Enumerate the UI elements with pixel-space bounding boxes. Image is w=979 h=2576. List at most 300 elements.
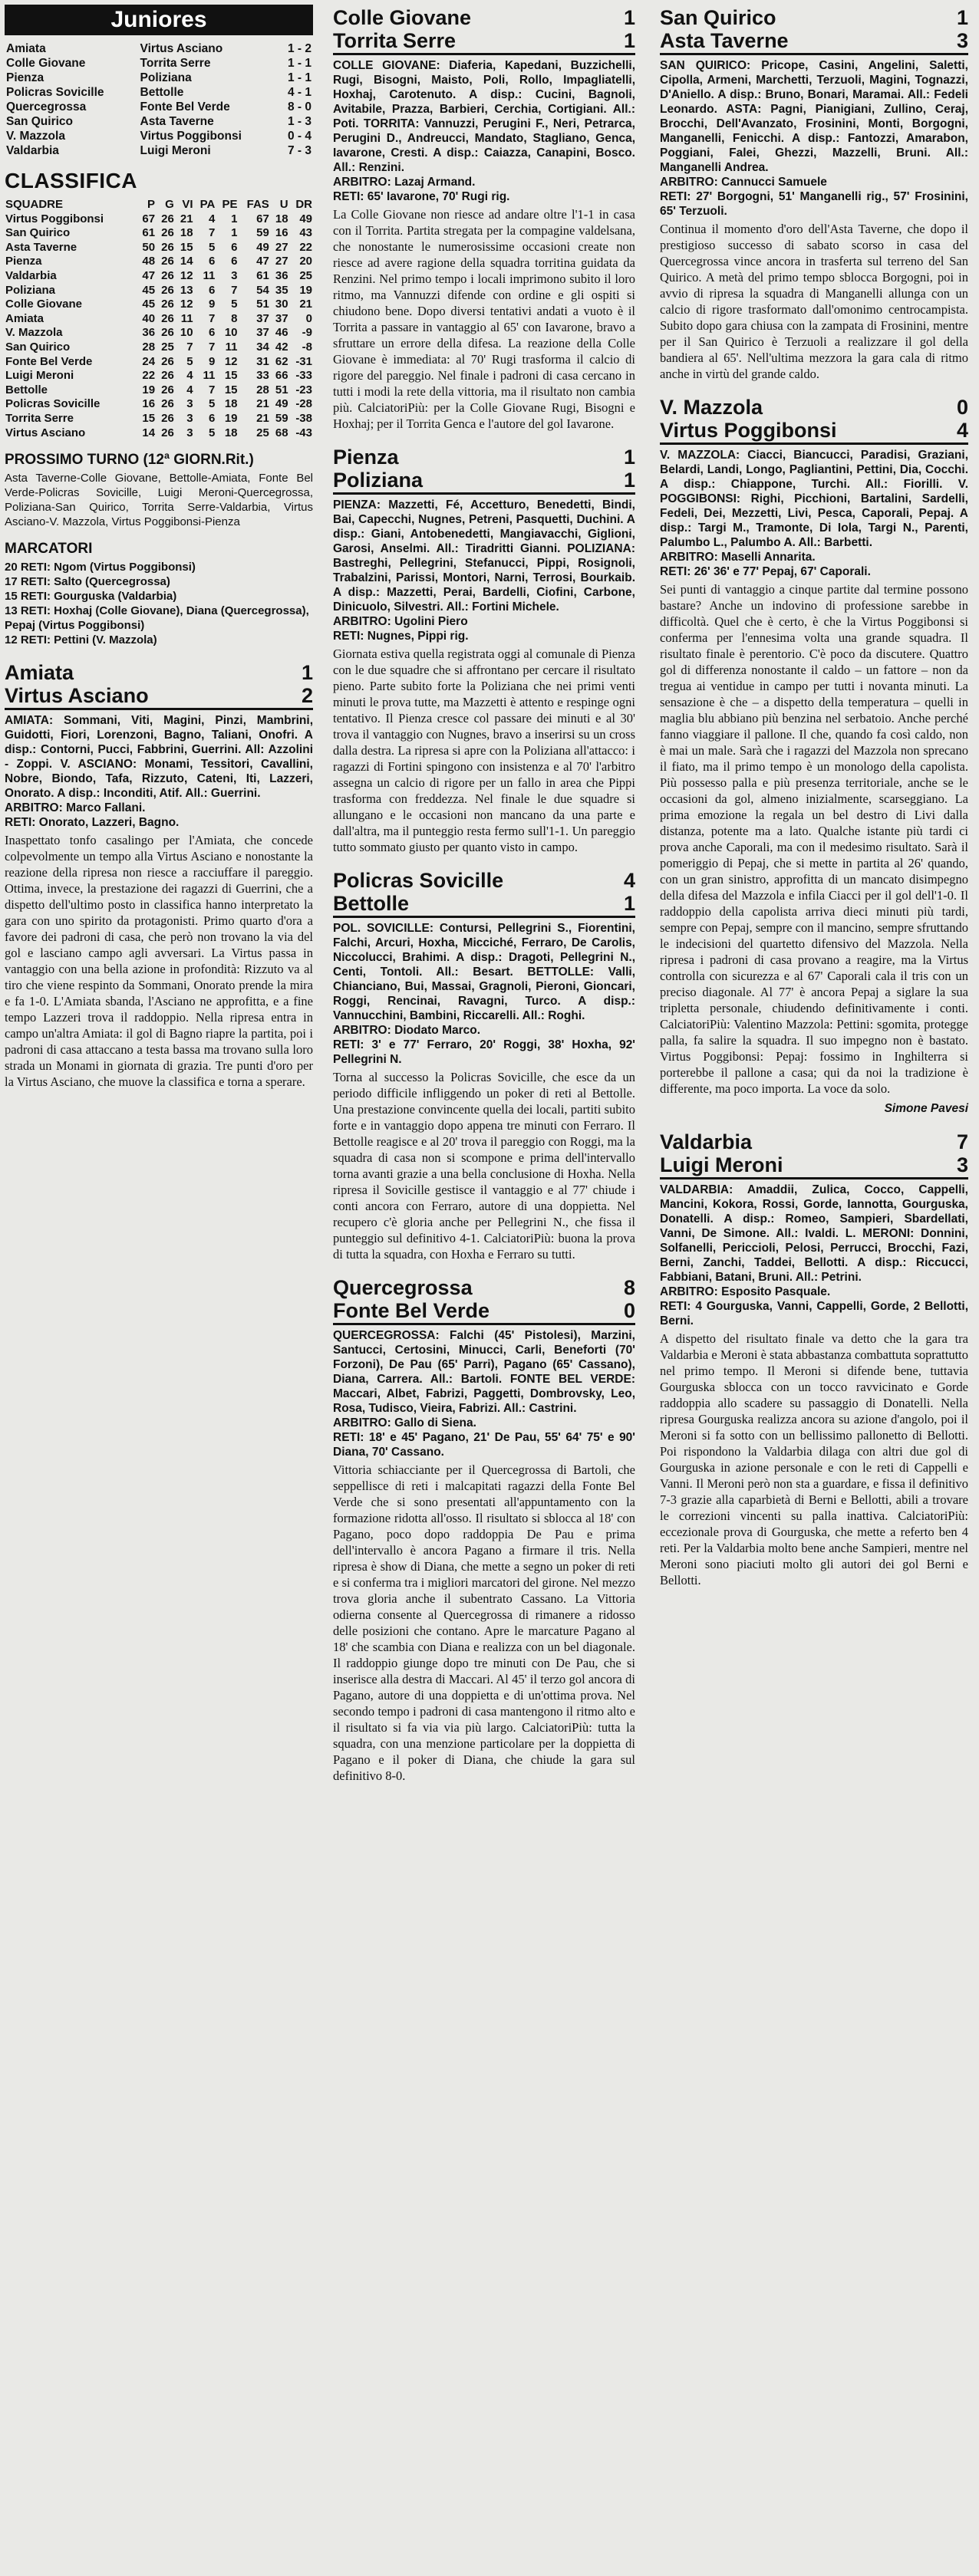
standings-cell: 21 (180, 212, 193, 225)
standings-cell: 10 (180, 326, 193, 340)
standings-cell: 13 (180, 283, 193, 297)
referee: ARBITRO: Lazaj Armand. (333, 176, 476, 189)
standings-cell: 61 (142, 226, 156, 240)
standings-cell: -38 (295, 411, 312, 425)
home-team: Quercegrossa (333, 1276, 473, 1299)
standings-cell: 22 (142, 369, 156, 383)
standings-cell: 0 (305, 311, 312, 325)
standings-cell: 8 (231, 311, 238, 325)
header-rule (333, 53, 635, 55)
result-score: 4 - 1 (287, 86, 312, 99)
standings-cell: 26 (161, 354, 174, 368)
away-team: Asta Taverne (660, 29, 789, 52)
away-team: Virtus Poggibonsi (660, 419, 837, 442)
lineups: VALDARBIA: Amaddii, Zulica, Cocco, Cappelli, Mancini, Kokora, Rossi, Gorde, Iannotta, Gourguska, Donatelli. A disp.: Romeo, Sampieri, Sbardellati, Vanni, De Simone. All.: Ivaldi. L. MERONI: Donnini, Solfanelli, Periccioli, Pelosi, Perrucci, Brocchi, Fazi, Berni, Zanchi, Taddei, Bellotti. A disp.: Riccucci, Fabbiani, Batani, Bruni. All.: Petrini. (660, 1183, 968, 1284)
result-away: Asta Taverne (140, 115, 214, 128)
standings-cell: 7 (209, 340, 216, 354)
away-score: 4 (956, 419, 968, 442)
match-header (660, 6, 968, 55)
section-banner: Juniores (5, 5, 313, 35)
standings-cell: 5 (209, 240, 216, 254)
standings-cell: 49 (256, 240, 269, 254)
home-team: Colle Giovane (333, 6, 472, 29)
team-name: Virtus Asciano (5, 426, 86, 439)
standings-cell: 26 (161, 383, 174, 396)
standings-header: DR (295, 198, 312, 211)
standings-cell: 54 (256, 283, 269, 297)
standings-cell: -28 (295, 397, 312, 411)
referee: ARBITRO: Cannucci Samuele (660, 176, 827, 189)
team-name: Fonte Bel Verde (5, 354, 93, 368)
standings-cell: 18 (275, 212, 288, 225)
home-team: V. Mazzola (660, 396, 763, 419)
standings-cell: 7 (186, 340, 193, 354)
standings-cell: 7 (231, 283, 238, 297)
standings-cell: 6 (209, 326, 216, 340)
standings-cell: 25 (299, 268, 312, 282)
standings-cell: 3 (186, 397, 193, 411)
home-score: 1 (301, 661, 313, 685)
standings-cell: 14 (142, 426, 156, 439)
referee: ARBITRO: Maselli Annarita. (660, 551, 816, 564)
standings-cell: 12 (180, 298, 193, 311)
match-story: Sei punti di vantaggio a cinque partite dal termine possono bastare? Anche un indovino di professione sarebbe in difficoltà. Quel che è certo, è che la Virtus Poggibonsi si conferma per l'ennesima volta una grande squadra. Il risultato finale è perentorio. C'è poco da discutere. Quattro gol di differenza nonostante il caldo – un fattore – non da tregua ai ventidue in campo per tutti i novanta minuti. La sensazione è che – a dispetto della temperatura – quelli in maglia blu abbiano più benzina nel serbatoio. Anche perché fanno viaggiare il pallone. Il che, quando fa così caldo, non è mai un male. Sarà che i ragazzi del Mazzola non sprecano il fiato, ma il primo tempo è un monologo della capolista. Più possesso palla e più presenza territoriale, anche se le occasioni da gol, almeno inizialmente, scarseggiano. La prima emozione la regala un bel destro di Livi dalla distanza, potente ma a lato. Qualche istante più tardi ci prova anche Caporali, ma con il medesimo risultato. Sarà il pomeriggio di Pepaj, che si mette in partita al 26' quando, con un gran sinistro, approfitta di un mancato disimpegno della difesa del Mazzola e infila Ciacci per il gol dell'1-0. Il raddoppio della capolista arriva dieci minuti più tardi, sempre con Pepaj, sempre con il mancino, sempre sfruttando le indecisioni del quartetto difensivo del Mazzola. Nella ripresa i padroni di casa provano a reagire, ma la Virtus controlla con sicurezza e al 67' Caporali cala il tris con un preciso diagonale. Al 77' è ancora Pepaj a siglare la sua tripletta personale, chiudendo definitivamente i conti. CalciatoriPiù: Valentino Mazzola: Pettini: sgomita, protegge palla, fa salire la squadra. Il suo impegno non è bastato. Virtus Poggibonsi: Pepaj: fossimo in Inghilterra si porterebbe il pallone a casa; qui da noi la tradizione è differente, ma poco importa. La voce da solo. (660, 582, 968, 1096)
standings-cell: 26 (161, 411, 174, 425)
standings-cell: 26 (161, 255, 174, 268)
standings-row (5, 284, 313, 298)
home-score: 8 (623, 1276, 635, 1299)
standings-cell: 11 (203, 369, 216, 383)
standings-cell: 6 (209, 255, 216, 268)
team-name: Colle Giovane (5, 298, 83, 311)
standings-cell: 37 (256, 326, 269, 340)
standings-header: U (279, 198, 288, 211)
standings-header: PA (199, 198, 216, 211)
home-score: 7 (956, 1130, 968, 1153)
home-score: 1 (956, 6, 968, 29)
scorer-line: 17 RETI: Salto (Quercegrossa) (5, 575, 170, 589)
standings-cell: 21 (256, 411, 269, 425)
goals: RETI: 26' 36' e 77' Pepaj, 67' Caporali. (660, 565, 871, 578)
standings-cell: 26 (161, 283, 174, 297)
goals: RETI: Onorato, Lazzeri, Bagno. (5, 816, 180, 830)
lineups: POL. SOVICILLE: Contursi, Pellegrini S., Fiorentini, Falchi, Arcuri, Hoxha, Micciché, Ferraro, De Carolis, Niccolucci, Brahimi. A disp.: Dragoti, Pellegrini N., Centi, Tontoli. All.: Besart. BETTOLLE: Valli, Chianciano, Bui, Massai, Gragnoli, Pieroni, Gioncari, Roggi, Rencinai, Ravagni, Turco. A disp.: Vannucchini, Bambini, Riccarelli. All.: Roghi. (333, 922, 635, 1022)
standings-cell: 67 (256, 212, 269, 225)
standings-row (5, 369, 313, 383)
standings-cell: 11 (225, 340, 238, 354)
standings-cell: 11 (203, 268, 216, 282)
standings-cell: 6 (231, 255, 238, 268)
standings-header: FAS (246, 198, 269, 211)
standings-cell: 18 (224, 397, 238, 411)
standings-cell: 49 (275, 397, 288, 411)
next-round-title: PROSSIMO TURNO (12ª GIORN.Rit.) (5, 452, 254, 469)
standings-cell: 19 (299, 283, 312, 297)
lineups: COLLE GIOVANE: Diaferia, Kapedani, Buzzichelli, Rugi, Bisogni, Maisto, Poli, Rollo, Impagliatelli, Hoxhaj, Carotenuto. A disp.: Cucini, Bagnoli, Avitabile, Prazza, Barbieri, Cerchia, Cortigiani. All.: Poti. TORRITA: Vannuzzi, Perugini F., Neri, Petrarca, Perugini D., Andreucci, Mandato, Stagliano, Genca, Iavarone, Cresti. A disp.: Caiazza, Canapini, Bosco. All.: Renzini. (333, 59, 635, 174)
standings-cell: 5 (186, 354, 193, 368)
standings-cell: -8 (302, 340, 312, 354)
standings-cell: 26 (161, 369, 174, 383)
header-rule (660, 1177, 968, 1179)
match-report (5, 661, 313, 1090)
result-score: 7 - 3 (287, 144, 312, 157)
scorers-list (5, 560, 313, 647)
standings-row (5, 426, 313, 441)
standings-cell: 15 (142, 411, 156, 425)
result-score: 1 - 2 (287, 42, 312, 55)
team-name: Policras Sovicille (5, 397, 101, 411)
scorer-line: 15 RETI: Gourguska (Valdarbia) (5, 590, 177, 604)
lineups: AMIATA: Sommani, Viti, Magini, Pinzi, Mambrini, Guidotti, Fiori, Lorenzoni, Bagno, Taliani, Onofri. A disp.: Contorni, Pucci, Fabbrini, Guerrini. All: Azzolini - Zoppi. V. ASCIANO: Monami, Tessitori, Cavallini, Nobre, Biondo, Tafa, Rizzuto, Cateni, Iti, Lazzeri, Onorato. A disp.: Inconditi, Atif. All.: Guerrini. (5, 714, 313, 801)
standings-cell: 25 (256, 426, 269, 439)
scorer-line: 20 RETI: Ngom (Virtus Poggibonsi) (5, 561, 196, 574)
referee: ARBITRO: Ugolini Piero (333, 615, 468, 628)
goals: RETI: 4 Gourguska, Vanni, Cappelli, Gorde, 2 Bellotti, Berni. (660, 1300, 968, 1327)
team-name: Valdarbia (5, 268, 57, 282)
standings-cell: 21 (299, 298, 312, 311)
result-away: Poliziana (140, 71, 192, 84)
standings-cell: -9 (302, 326, 312, 340)
standings-row (5, 412, 313, 426)
standings-cell: 10 (224, 326, 238, 340)
standings-row (5, 383, 313, 398)
team-name: Virtus Poggibonsi (5, 212, 104, 225)
column-right (654, 0, 974, 2576)
home-score: 1 (623, 6, 635, 29)
standings-cell: 4 (186, 369, 193, 383)
match-header (333, 1276, 635, 1325)
standings-cell: 62 (275, 354, 288, 368)
standings-row (5, 312, 313, 327)
result-home: Colle Giovane (6, 57, 86, 70)
result-row (5, 100, 313, 114)
home-score: 1 (623, 446, 635, 469)
standings-cell: 22 (299, 240, 312, 254)
result-away: Virtus Asciano (140, 42, 223, 55)
standings-cell: 19 (142, 383, 156, 396)
result-away: Fonte Bel Verde (140, 100, 230, 114)
standings-cell: 27 (275, 240, 288, 254)
team-name: Torrita Serre (5, 411, 74, 425)
result-away: Bettolle (140, 86, 184, 99)
standings-cell: 26 (161, 397, 174, 411)
goals: RETI: 65' Iavarone, 70' Rugi rig. (333, 190, 510, 203)
away-score: 0 (623, 1299, 635, 1322)
team-name: San Quirico (5, 226, 71, 240)
result-row (5, 143, 313, 158)
standings-cell: 59 (256, 226, 269, 240)
home-team: San Quirico (660, 6, 776, 29)
result-away: Torrita Serre (140, 57, 211, 70)
standings-cell: 16 (142, 397, 156, 411)
standings-cell: 48 (142, 255, 156, 268)
match-story: Vittoria schiacciante per il Quercegrossa di Bartoli, che seppellisce di reti i malcapitati ragazzi della Fonte Bel Verde che si sono presentati all'appuntamento con la formazione ridotta all'osso. Il risultato si sblocca al 18' con Pagano, poco dopo raddoppia De Pau e prima dell'intervallo è ancora Pagano a firmare il tris. Nella ripresa è show di Diana, che mette a segno un poker di reti e si conferma tra i migliori marcatori del girone. Nel mezzo trova gloria anche il subentrato Cassano. La Vittoria odierna consente al Quercegrossa di rimanere a ridosso delle posizioni che contano. Apre le marcature Pagano al 18' che scambia con Diana e realizza con un bel diagonale. Il raddoppio giunge dopo tre minuti con De Pau, che si inserisce alla destra di Maccari. Al 45' il terzo gol ancora di Pagano, autore di una doppietta e di un'ottima prova. Nel secondo tempo i padroni di casa mantengono il ritmo alto e il risultato si fa via via più largo. CalciatoriPiù: tutta la squadra, con una menzione particolare per la doppietta di Pagano e il poker di Diana, che chiude la gara sul definitivo 8-0. (333, 1462, 635, 1783)
standings-cell: 49 (299, 212, 312, 225)
column-middle (327, 0, 641, 2576)
standings-cell: 14 (180, 255, 193, 268)
away-score: 2 (301, 684, 313, 708)
standings-cell: 12 (224, 354, 238, 368)
away-score: 1 (623, 469, 635, 492)
standings-cell: -23 (295, 383, 312, 396)
match-header (5, 661, 313, 710)
team-name: Luigi Meroni (5, 369, 74, 383)
standings-cell: 27 (275, 255, 288, 268)
standings-cell: 15 (224, 369, 238, 383)
standings-cell: 16 (275, 226, 288, 240)
result-away: Luigi Meroni (140, 144, 211, 157)
match-story: Torna al successo la Policras Sovicille, che esce da un periodo difficile infliggendo un poker di reti al Bettolle. Una prestazione convincente quella dei locali, partiti subito forte e in vantaggio dopo appena tre minuti con Ferraro. Il Bettolle reagisce e al 20' trova il pareggio con Roggi, ma la squadra di casa non si scompone e prima dell'intervallo torna avanti grazie a una bella conclusione di Hoxha. Nella ripresa il Sovicille gestisce il vantaggio e al 77' chiude i conti ancora con Ferraro, autore di una doppietta. Nel recupero c'è gloria anche per Pellegrini N., che fissa il punteggio sul definitivo 4-1. CalciatoriPiù: buona la prova di tutta la squadra, con Hoxha e Ferraro su tutti. (333, 1070, 635, 1262)
standings-header: PE (222, 198, 238, 211)
result-row (5, 71, 313, 85)
standings-cell: 42 (275, 340, 288, 354)
next-round-text: Asta Taverne-Colle Giovane, Bettolle-Amiata, Fonte Bel Verde-Policras Sovicille, Luigi Meroni-Quercegrossa, Poliziana-San Quirico, Torrita Serre-Valdarbia, Virtus Asciano-V. Mazzola, Virtus Poggibonsi-Pienza (5, 472, 313, 529)
referee: ARBITRO: Esposito Pasquale. (660, 1285, 831, 1298)
standings-cell: 19 (224, 411, 238, 425)
standings-row (5, 341, 313, 355)
standings-row (5, 397, 313, 412)
standings-cell: 26 (161, 240, 174, 254)
standings-cell: 9 (209, 298, 216, 311)
standings-cell: 45 (142, 283, 156, 297)
team-name: Asta Taverne (5, 240, 77, 254)
standings-cell: 24 (142, 354, 156, 368)
header-rule (333, 916, 635, 918)
home-team: Pienza (333, 446, 399, 469)
standings-cell: 26 (161, 212, 174, 225)
standings-cell: 33 (256, 369, 269, 383)
standings-row (5, 226, 313, 241)
match-report (333, 6, 635, 432)
standings-cell: 12 (180, 268, 193, 282)
result-score: 1 - 3 (287, 115, 312, 128)
standings-cell: 36 (275, 268, 288, 282)
home-score: 0 (956, 396, 968, 419)
away-team: Virtus Asciano (5, 684, 149, 708)
standings-cell: 26 (161, 326, 174, 340)
standings-cell: 37 (275, 311, 288, 325)
away-team: Torrita Serre (333, 29, 457, 52)
result-home: San Quirico (6, 115, 73, 128)
results-table (5, 41, 313, 158)
match-story: Inaspettato tonfo casalingo per l'Amiata, che concede colpevolmente un tempo alla Virtus Asciano e nonostante la reazione della ripresa non riesce a racciuffare il pareggio. Ottima, invece, la prestazione dei ragazzi di Guerrini, che a dispetto dell'ultimo posto in classifica hanno interpretato la gara con uno spirito da protagonisti. Primo quarto d'ora a favore dei padroni di casa, che però non trovano la via del gol e lasciano campo agli avversari. La Virtus passa in vantaggio con una bella azione in profondità: Rizzuto va al tiro che viene respinto da Sommani, Onorato prende la mira e fa 1-0. L'Amiata sbanda, l'Asciano ne approfitta, e a fine tempo Lazzeri trova il raddoppio. Nella ripresa entra in campo un'altra Amiata: il gol di Bagno riapre la partita, poi i padroni di casa attaccano a testa bassa ma trovano sulla loro strada un Monami in giornata di grazia. Tre punti d'oro per la Virtus Asciano, che muove la classifica e torna a sperare. (5, 833, 313, 1090)
goals: RETI: 18' e 45' Pagano, 21' De Pau, 55' 64' 75' e 90' Diana, 70' Cassano. (333, 1431, 635, 1459)
standings-cell: 21 (256, 397, 269, 411)
scorers-title: MARCATORI (5, 541, 93, 558)
away-team: Poliziana (333, 469, 424, 492)
result-away: Virtus Poggibonsi (140, 130, 242, 143)
standings-cell: 51 (256, 298, 269, 311)
scorer-line: 12 RETI: Pettini (V. Mazzola) (5, 633, 157, 647)
standings-header: SQUADRE (5, 198, 64, 211)
standings-cell: 15 (224, 383, 238, 396)
standings-row (5, 269, 313, 284)
home-team: Policras Sovicille (333, 869, 504, 892)
author-signature: Simone Pavesi (884, 1102, 968, 1115)
header-rule (660, 442, 968, 445)
standings-cell: 68 (275, 426, 288, 439)
standings-cell: 26 (161, 311, 174, 325)
team-name: Pienza (5, 255, 42, 268)
standings-row (5, 298, 313, 312)
match-report (333, 1276, 635, 1784)
standings-cell: 7 (209, 311, 216, 325)
standings-cell: 28 (142, 340, 156, 354)
standings-cell: 40 (142, 311, 156, 325)
standings-header: VI (182, 198, 193, 211)
standings-row (5, 241, 313, 255)
lineups: PIENZA: Mazzetti, Fé, Accetturo, Benedetti, Bindi, Bai, Capecchi, Nugnes, Petreni, Pasquetti, Duchini. A disp.: Giani, Antobenedetti, Mangiavacchi, Giglioni, Garosi, Anselmi. All.: Tiradritti Gianni. POLIZIANA: Bastreghi, Pellegrini, Stefanucci, Pippi, Rosignoli, Trabalzini, Parissi, Montori, Narni, Terrosi, Bourkaib. A disp.: Mazzetti, Perai, Bardelli, Ciofini, Carbone, Dinicuolo, Silvestri. All.: Fortini Michele. (333, 498, 635, 614)
standings-cell: 37 (256, 311, 269, 325)
standings-cell: 6 (209, 411, 216, 425)
away-team: Fonte Bel Verde (333, 1299, 490, 1322)
standings-cell: 1 (231, 226, 238, 240)
header-rule (333, 1323, 635, 1325)
standings-cell: 25 (161, 340, 174, 354)
standings-cell: 4 (186, 383, 193, 396)
lineups: V. MAZZOLA: Ciacci, Biancucci, Paradisi, Graziani, Belardi, Landi, Longo, Pagliantini, Pettini, Dia, Cocchi. A disp.: Chiappone, Turchi. All.: Fiorilli. V. POGGIBONSI: Righi, Picchioni, Bartalini, Sardelli, Fedeli, Dei, Mezzetti, Livi, Pesca, Caporali, Pepaj. A disp.: Targi M., Tramonte, Di Iola, Targi N., Parenti, Palumbo L., Palumbo A. All.: Barbetti. (660, 449, 968, 549)
standings-cell: 45 (142, 298, 156, 311)
result-row (5, 85, 313, 100)
away-team: Bettolle (333, 892, 410, 915)
referee: ARBITRO: Marco Fallani. (5, 801, 146, 815)
result-home: Valdarbia (6, 144, 59, 157)
standings-cell: 46 (275, 326, 288, 340)
goals: RETI: 3' e 77' Ferraro, 20' Roggi, 38' Hoxha, 92' Pellegrini N. (333, 1038, 635, 1066)
match-header (333, 869, 635, 918)
column-left (0, 0, 321, 2576)
team-name: Poliziana (5, 283, 56, 297)
team-name: Bettolle (5, 383, 48, 396)
standings-cell: 31 (256, 354, 269, 368)
standings-cell: 3 (231, 268, 238, 282)
standings-cell: 15 (180, 240, 193, 254)
match-report (333, 869, 635, 1262)
standings-cell: 6 (231, 240, 238, 254)
match-report (660, 396, 968, 1117)
match-story: Giornata estiva quella registrata oggi al comunale di Pienza con le due squadre che si affrontano per cercare il risultato pieno. Parte subito forte la Poliziana che nei primi venti minuti le prova tutte, ma Mazzetti è attento e respinge ogni tentativo. Il Pienza cresce col passare dei minuti e al 30' trova il vantaggio con Nugnes, bravo a inserirsi su un cross dalla destra. La ripresa si apre con la Poliziana all'attacco: i ragazzi di Fortini spingono con insistenza e al 70' l'arbitro assegna un calcio di rigore per un fallo in area che Pippi trasforma con freddezza. Nel finale le due squadre si allungano e le occasioni non mancano da una parte e dall'altra, ma il punteggio resta fermo sull'1-1. Un pareggio tutto sommato giusto per quanto visto in campo. (333, 646, 635, 854)
standings-cell: 7 (209, 383, 216, 396)
team-name: V. Mazzola (5, 326, 63, 340)
team-name: San Quirico (5, 340, 71, 354)
standings-cell: 5 (209, 426, 216, 439)
match-header (333, 446, 635, 495)
result-row (5, 41, 313, 56)
result-score: 1 - 1 (287, 57, 312, 70)
match-report (660, 1130, 968, 1588)
header-rule (660, 53, 968, 55)
standings-header: G (165, 198, 174, 211)
away-score: 1 (623, 29, 635, 52)
standings-cell: 11 (180, 311, 193, 325)
standings-cell: 51 (275, 383, 288, 396)
standings-cell: 4 (209, 212, 216, 225)
standings-cell: 61 (256, 268, 269, 282)
standings-header: P (147, 198, 156, 211)
result-row (5, 129, 313, 143)
result-home: Pienza (6, 71, 44, 84)
standings-cell: 3 (186, 411, 193, 425)
lineups: SAN QUIRICO: Pricope, Casini, Angelini, Saletti, Cipolla, Armeni, Marchetti, Terzuoli, Magini, Tognazzi, D'Aniello. A disp.: Bruno, Bonari, Maramai. All.: Fedeli Leonardo. ASTA: Pagni, Pianigiani, Zullino, Ceraj, Brocchi, Dell'Avanzato, Frosinini, Monti, Borgogni, Manganelli, Fenicchi. A disp.: Fantozzi, Amarabon, Poggiani, Falei, Ghezzi, Mazzelli, Bruni. All.: Manganelli Andrea. (660, 59, 968, 174)
match-header (660, 1130, 968, 1179)
header-rule (333, 492, 635, 495)
match-header (660, 396, 968, 445)
standings-cell: 30 (275, 298, 288, 311)
standings-row (5, 326, 313, 341)
home-team: Valdarbia (660, 1130, 753, 1153)
result-row (5, 56, 313, 71)
standings-cell: 5 (231, 298, 238, 311)
standings-cell: 36 (142, 326, 156, 340)
goals: RETI: Nugnes, Pippi rig. (333, 630, 469, 643)
result-home: Amiata (6, 42, 46, 55)
standings-cell: 66 (275, 369, 288, 383)
away-team: Luigi Meroni (660, 1153, 783, 1176)
standings-cell: 50 (142, 240, 156, 254)
standings-cell: 34 (256, 340, 269, 354)
result-home: Policras Sovicille (6, 86, 104, 99)
result-score: 0 - 4 (287, 130, 312, 143)
standings-cell: 18 (180, 226, 193, 240)
standings-cell: -43 (295, 426, 312, 439)
standings-cell: 9 (209, 354, 216, 368)
match-story: Continua il momento d'oro dell'Asta Taverne, che dopo il prestigioso successo di sabato scorso in casa del Quercegrossa vince ancora in trasferta sul terreno del San Quirico. A metà del primo tempo sblocca Borgogni, poi in avvio di ripresa la squadra di Manganelli allunga con un calcio di rigore trasformato dall'omonimo centrocampista. Subito dopo gara chiusa con la zampata di Frosinini, mentre per il San Quirico è Terzuoli a realizzare il gol della bandiera al 65'. Nell'ultima mezzora la gara cala di ritmo anche in virtù del grande caldo. (660, 222, 968, 381)
standings-cell: 47 (256, 255, 269, 268)
goals: RETI: 27' Borgogni, 51' Manganelli rig., 57' Frosinini, 65' Terzuoli. (660, 190, 968, 218)
result-home: V. Mazzola (6, 130, 65, 143)
header-rule (5, 708, 313, 710)
match-story: La Colle Giovane non riesce ad andare oltre l'1-1 in casa con il Torrita. Partita stregata per la compagine valdelsana, che nonostante le numerosissime occasioni create non riesce ad avere ragione della squadra torritina guidata da Renzini. Nel primo tempo i locali imprimono subito il loro ritmo, ma Vannuzzi difende con ordine e gli ospiti si chiudono bene. Dopo diversi tentativi andati a vuoto è il Torrita a passare in vantaggio al 65' con Iavarone, bravo a sfruttare un errore della difesa. La reazione della Colle Giovane è immediata: al 70' Rugi trasforma il calcio di rigore del pareggio. Nel finale i padroni di casa cercano in tutti i modi la rete della vittoria, ma il risultato non cambia più. CalciatoriPiù: per la Colle Giovane Rugi, Bisogni e Hoxhaj; per il Torrita Genca e l'autore del gol Iavarone. (333, 207, 635, 431)
home-team: Amiata (5, 661, 74, 685)
standings-cell: 28 (256, 383, 269, 396)
away-score: 1 (623, 892, 635, 915)
scorer-line: 13 RETI: Hoxhaj (Colle Giovane), Diana (Quercegrossa), Pepaj (Virtus Poggibonsi) (5, 604, 309, 633)
standings-row (5, 355, 313, 370)
standings-cell: 20 (299, 255, 312, 268)
result-score: 1 - 1 (287, 71, 312, 84)
standings-cell: 5 (209, 397, 216, 411)
standings-cell: 26 (161, 426, 174, 439)
match-report (660, 6, 968, 382)
standings-cell: 43 (299, 226, 312, 240)
team-name: Amiata (5, 311, 44, 325)
standings-cell: 47 (142, 268, 156, 282)
standings-cell: 26 (161, 268, 174, 282)
standings-cell: -33 (295, 369, 312, 383)
match-header (333, 6, 635, 55)
standings-row (5, 255, 313, 269)
standings-cell: 18 (224, 426, 238, 439)
result-score: 8 - 0 (287, 100, 312, 114)
standings-table (5, 198, 313, 440)
standings-cell: 6 (209, 283, 216, 297)
standings-cell: 59 (275, 411, 288, 425)
result-home: Quercegrossa (6, 100, 87, 114)
standings-cell: -31 (295, 354, 312, 368)
standings-cell: 35 (275, 283, 288, 297)
standings-cell: 3 (186, 426, 193, 439)
standings-cell: 67 (142, 212, 156, 225)
standings-row (5, 212, 313, 227)
match-report (333, 446, 635, 855)
lineups: QUERCEGROSSA: Falchi (45' Pistolesi), Marzini, Santucci, Certosini, Minucci, Carli, Beneforti (70' Forzoni), De Pau (65' Parri), Pagano (65' Cassano), Diana, Carrera. All.: Bartoli. FONTE BEL VERDE: Maccari, Albet, Fabrizi, Paggetti, Dombrovsky, Leo, Rosa, Tudisco, Vieira, Fabrizi. All.: Castrini. (333, 1329, 635, 1415)
standings-cell: 26 (161, 226, 174, 240)
referee: ARBITRO: Diodato Marco. (333, 1024, 481, 1037)
away-score: 3 (956, 1153, 968, 1176)
away-score: 3 (956, 29, 968, 52)
result-row (5, 114, 313, 129)
home-score: 4 (623, 869, 635, 892)
